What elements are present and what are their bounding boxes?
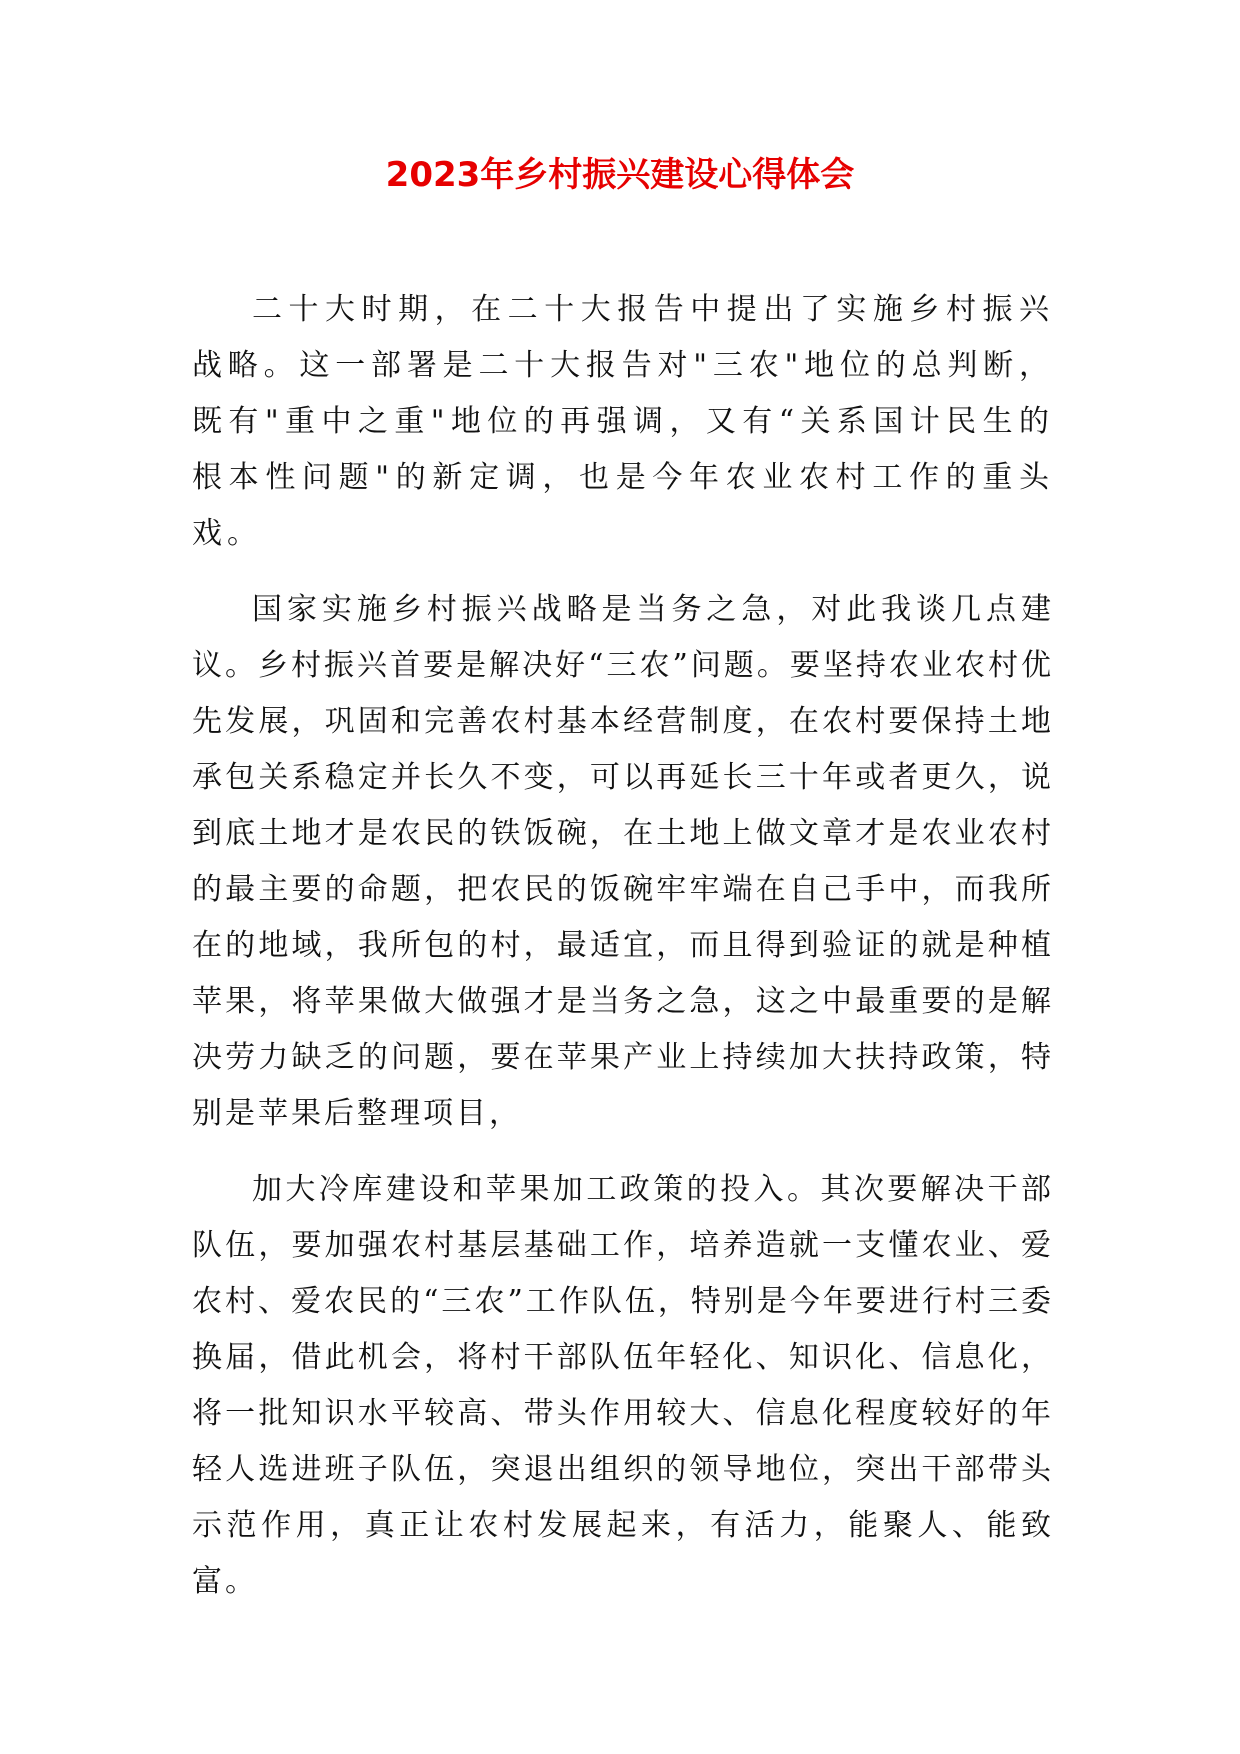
body-paragraph-3: 加大冷库建设和苹果加工政策的投入。其次要解决干部队伍，要加强农村基层基础工作，培养造就一支懂农业、爱农村、爱农民的“三农”工作队伍，特别是今年要进行村三委换届，借此机会，将村干部队伍年轻化、知识化、信息化，将一批知识水平较高、带头作用较大、信息化程度较好的年轻人选进班子队伍，突退出组织的领导地位，突出干部带头示范作用，真正让农村发展起来，有活力，能聚人、能致富。 (192, 1172, 1054, 1599)
document-body (192, 282, 1054, 1610)
document-title: 2023年乡村振兴建设心得体会 (385, 155, 855, 195)
body-paragraph-1: 二十大时期，在二十大报告中提出了实施乡村振兴战略。这一部署是二十大报告对"三农"地位的总判断，既有"重中之重"地位的再强调，又有“关系国计民生的根本性问题"的新定调，也是今年农业农村工作的重头戏。 (192, 292, 1054, 551)
body-paragraph-2: 国家实施乡村振兴战略是当务之急，对此我谈几点建议。乡村振兴首要是解决好“三农”问题。要坚持农业农村优先发展，巩固和完善农村基本经营制度，在农村要保持土地承包关系稳定并长久不变，可以再延长三十年或者更久，说到底土地才是农民的铁饭碗，在土地上做文章才是农业农村的最主要的命题，把农民的饭碗牢牢端在自己手中，而我所在的地域，我所包的村，最适宜，而且得到验证的就是种植苹果，将苹果做大做强才是当务之急，这之中最重要的是解决劳力缺乏的问题，要在苹果产业上持续加大扶持政策，特别是苹果后整理项目， (192, 592, 1054, 1131)
